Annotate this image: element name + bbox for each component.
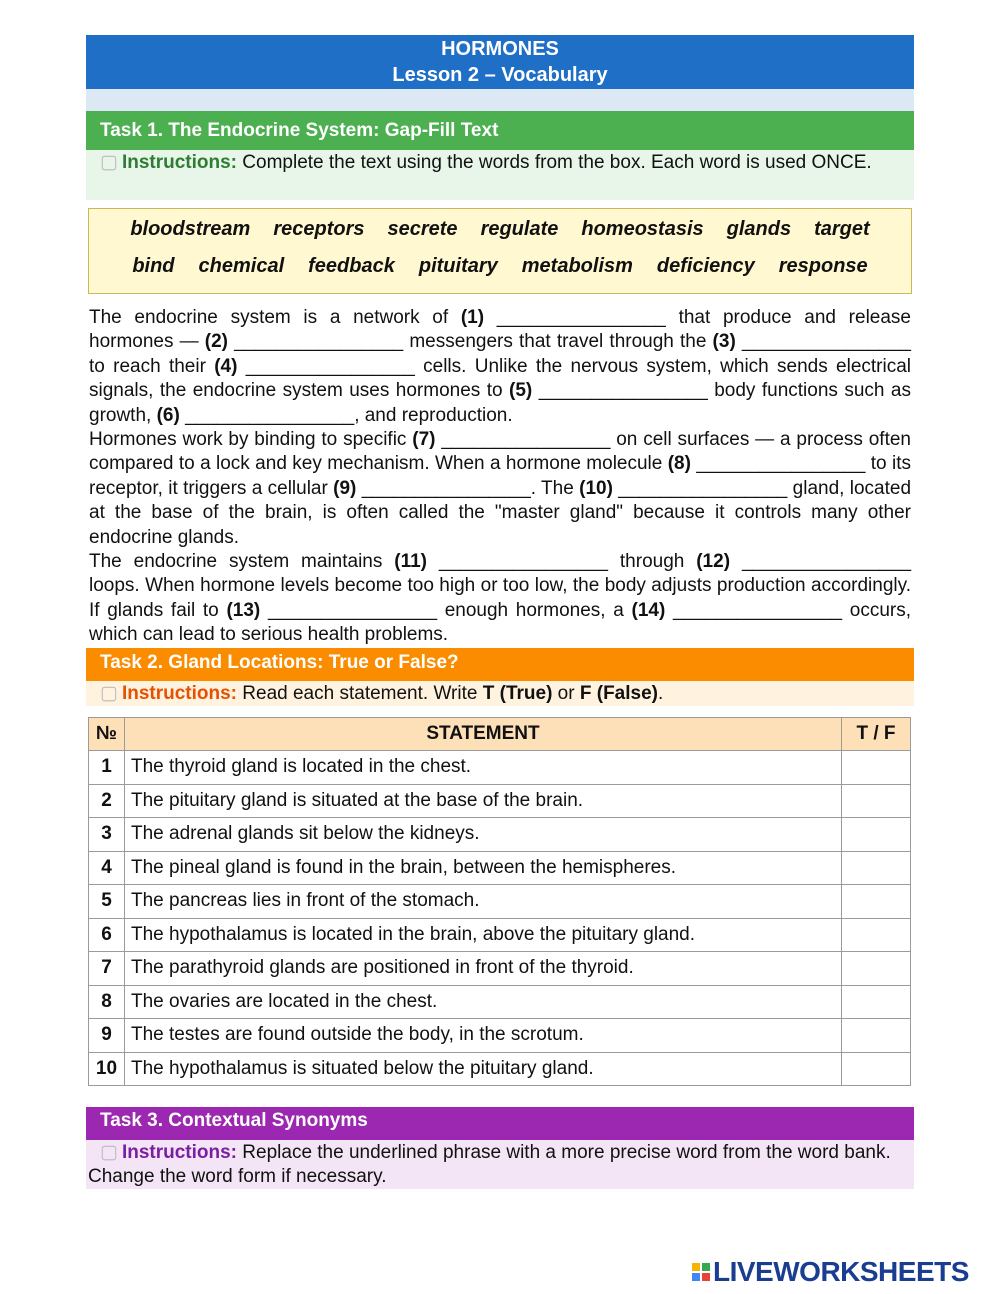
page-title: HORMONES <box>441 38 559 60</box>
task2-instructions <box>86 681 914 706</box>
page-subtitle: Lesson 2 – Vocabulary <box>392 64 608 86</box>
text-segment: loops. When hormone levels become too high or too low, the body adjusts production accordingly. If glands fail to <box>89 575 911 621</box>
logo-icon <box>692 1263 710 1281</box>
column-header-statement: STATEMENT <box>125 717 842 751</box>
gap-number: (4) <box>214 355 238 377</box>
gap-blank-8[interactable]: ________________ <box>696 453 866 475</box>
task3-instructions <box>86 1140 914 1189</box>
task2-heading: Task 2. Gland Locations: True or False? <box>86 648 914 681</box>
gap-paragraph-2 <box>89 428 911 550</box>
word-bank-item: homeostasis <box>581 218 704 240</box>
text-segment: to reach their <box>89 355 215 377</box>
gap-fill-text <box>86 306 911 648</box>
table-row <box>89 918 911 952</box>
false-label: F (False) <box>579 682 658 704</box>
gap-paragraph-3 <box>89 550 911 648</box>
row-number: 6 <box>89 918 125 952</box>
text-segment: through <box>608 551 697 573</box>
gap-number: (3) <box>712 331 736 353</box>
gap-number: (5) <box>509 380 533 402</box>
row-statement: The adrenal glands sit below the kidneys. <box>125 818 842 852</box>
gap-blank-7[interactable]: ________________ <box>441 429 611 451</box>
text-segment: The endocrine system is a network of <box>89 307 461 328</box>
word-bank-item: glands <box>726 218 792 240</box>
gap-number: (11) <box>394 551 428 573</box>
word-bank-item: regulate <box>480 218 559 240</box>
gap-number: (14) <box>631 599 666 621</box>
row-statement: The testes are found outside the body, in the scrotum. <box>125 1019 842 1053</box>
gap-blank-14[interactable]: ________________ <box>673 599 843 621</box>
text-segment: enough hormones, a <box>437 599 632 621</box>
tf-answer-cell[interactable] <box>842 784 911 818</box>
instructions-text: Complete the text using the words from the box. Each word is used ONCE. <box>237 152 872 173</box>
word-bank-item: target <box>814 218 870 240</box>
gap-blank-11[interactable]: ________________ <box>438 551 608 573</box>
text-segment: cells. Unlike the nervous system, which sends electrical signals, the endocrine system uses hormones to <box>89 355 912 402</box>
instructions-label: Instructions: <box>121 1142 238 1164</box>
row-statement: The pancreas lies in front of the stomach. <box>125 885 842 919</box>
text-segment: . The <box>530 477 580 499</box>
table-row <box>89 985 911 1019</box>
row-number: 7 <box>89 952 125 986</box>
checkbox-icon: ▢ <box>100 1142 118 1164</box>
word-bank <box>88 208 912 294</box>
tf-answer-cell[interactable] <box>842 751 911 785</box>
row-number: 1 <box>89 751 125 785</box>
checkbox-icon: ▢ <box>100 682 118 704</box>
gap-blank-6[interactable]: ________________ <box>185 404 355 426</box>
gap-blank-2[interactable]: ________________ <box>234 331 404 353</box>
row-statement: The hypothalamus is situated below the pituitary gland. <box>125 1052 842 1086</box>
word-bank-item: receptors <box>273 218 365 240</box>
table-row <box>89 784 911 818</box>
word-bank-item: chemical <box>198 255 285 277</box>
title-bar <box>86 35 914 89</box>
tf-answer-cell[interactable] <box>842 918 911 952</box>
gap-number: (1) <box>460 307 485 328</box>
row-statement: The ovaries are located in the chest. <box>125 985 842 1019</box>
liveworksheets-logo <box>692 1256 969 1288</box>
row-number: 9 <box>89 1019 125 1053</box>
gap-number: (8) <box>667 453 691 475</box>
task3-section <box>86 1107 914 1189</box>
gap-number: (6) <box>156 404 180 426</box>
text-segment: to its receptor, it triggers a cellular <box>89 453 911 499</box>
table-row <box>89 885 911 919</box>
word-bank-item: pituitary <box>418 255 498 277</box>
row-statement: The pineal gland is found in the brain, between the hemispheres. <box>125 851 842 885</box>
tf-answer-cell[interactable] <box>842 952 911 986</box>
word-bank-item: deficiency <box>656 255 755 277</box>
gap-number: (2) <box>204 331 228 353</box>
row-statement: The thyroid gland is located in the chest. <box>125 751 842 785</box>
gap-number: (10) <box>579 477 613 499</box>
gap-blank-10[interactable]: ________________ <box>618 477 788 499</box>
tf-answer-cell[interactable] <box>842 818 911 852</box>
row-statement: The parathyroid glands are positioned in front of the thyroid. <box>125 952 842 986</box>
row-statement: The pituitary gland is situated at the base of the brain. <box>125 784 842 818</box>
column-header-number: № <box>89 717 125 751</box>
instructions-label: Instructions: <box>121 152 238 173</box>
word-bank-row <box>89 209 911 253</box>
word-bank-item: feedback <box>308 255 395 277</box>
instructions-text: . <box>657 682 664 704</box>
row-number: 2 <box>89 784 125 818</box>
gap-number: (7) <box>412 429 436 451</box>
logo-text: LIVEWORKSHEETS <box>713 1256 969 1287</box>
text-segment: on cell surfaces — a process often compared to a lock and key mechanism. When a hormone molecule <box>89 429 911 475</box>
gap-blank-12[interactable]: ________________ <box>741 551 912 573</box>
task1-heading: Task 1. The Endocrine System: Gap-Fill Text <box>86 111 914 150</box>
row-number: 4 <box>89 851 125 885</box>
text-segment: Hormones work by binding to specific <box>89 429 413 451</box>
text-segment: messengers that travel through the <box>403 331 713 353</box>
table-row <box>89 751 911 785</box>
gap-number: (12) <box>696 551 731 573</box>
row-number: 10 <box>89 1052 125 1086</box>
tf-answer-cell[interactable] <box>842 1019 911 1053</box>
task3-heading: Task 3. Contextual Synonyms <box>86 1107 914 1140</box>
row-number: 3 <box>89 818 125 852</box>
task1-instructions <box>86 150 914 200</box>
row-number: 5 <box>89 885 125 919</box>
gap-blank-13[interactable]: ________________ <box>267 599 438 621</box>
header-divider-strip <box>86 89 914 111</box>
table-row <box>89 818 911 852</box>
word-bank-item: bind <box>132 255 175 277</box>
true-label: T (True) <box>482 682 553 704</box>
table-row <box>89 1019 911 1053</box>
gap-number: (9) <box>333 477 357 499</box>
word-bank-row <box>89 253 911 280</box>
text-segment: occurs, which can lead to serious health problems. <box>89 599 912 646</box>
text-segment: body functions such as growth, <box>89 380 911 426</box>
tf-answer-cell[interactable] <box>842 885 911 919</box>
instructions-text: Replace the underlined phrase with a more precise word from the word bank. Change the word form if necessary. <box>88 1142 891 1188</box>
instructions-label: Instructions: <box>121 682 238 704</box>
gap-blank-1[interactable]: ________________ <box>496 307 666 328</box>
gap-blank-9[interactable]: ________________ <box>361 477 531 499</box>
table-row <box>89 952 911 986</box>
text-segment: The endocrine system maintains <box>89 551 395 573</box>
text-segment: gland, located at the base of the brain, is often called the "master gland" because it controls many other endocrine glands. <box>89 477 912 548</box>
row-number: 8 <box>89 985 125 1019</box>
instructions-text: or <box>552 682 580 704</box>
table-header-row <box>89 717 911 751</box>
gap-number: (13) <box>226 599 261 621</box>
tf-answer-cell[interactable] <box>842 985 911 1019</box>
tf-answer-cell[interactable] <box>842 851 911 885</box>
column-header-tf: T / F <box>842 717 911 751</box>
word-bank-item: secrete <box>387 218 458 240</box>
word-bank-item: metabolism <box>521 255 633 277</box>
text-segment: that produce and release hormones — <box>89 307 912 353</box>
instructions-text: Read each statement. Write <box>237 682 483 704</box>
worksheet-page <box>86 35 914 1189</box>
tf-answer-cell[interactable] <box>842 1052 911 1086</box>
gap-paragraph-1 <box>89 306 911 428</box>
gap-blank-4[interactable]: ________________ <box>245 355 415 377</box>
gap-blank-5[interactable]: ________________ <box>538 380 708 402</box>
word-bank-item: bloodstream <box>130 218 251 240</box>
word-bank-item: response <box>778 255 868 277</box>
gap-blank-3[interactable]: ________________ <box>741 331 911 353</box>
table-row <box>89 1052 911 1086</box>
checkbox-icon: ▢ <box>100 152 118 173</box>
row-statement: The hypothalamus is located in the brain, above the pituitary gland. <box>125 918 842 952</box>
true-false-table <box>88 717 911 1087</box>
table-row <box>89 851 911 885</box>
text-segment: , and reproduction. <box>354 404 513 426</box>
